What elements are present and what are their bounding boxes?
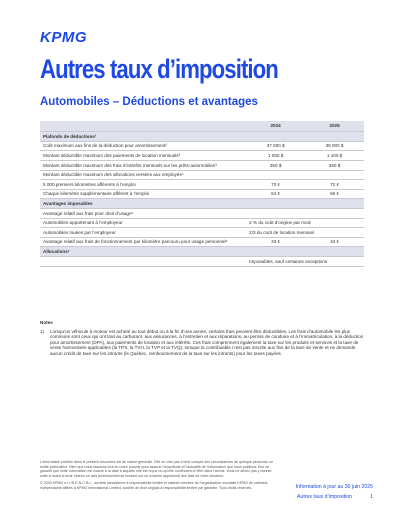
table-row	[40, 151, 364, 161]
row-label: Montant déductible maximum des paiements de location mensuels³	[40, 151, 246, 161]
row-label: Montant déductible maximum des frais d’intérêts mensuels sur les prêts-automobiles³	[40, 160, 246, 170]
row-label: Montant déductible maximum des allocations versées aux employés⁴	[40, 170, 246, 180]
footer-disclaimer: L’information publiée dans le présent document est de nature générale. Elle ne vise pas à tenir compte des circonstances de quelque personne ou entité particulière. Bien que nous fassions tout en notre pouvoir pour assurer l’exactitude et l’actualité de l’information que nous publions, rien ne garantit que cette information est exacte à la date à laquelle elle est reçue ou qu’elle continuera à l’être dans l’avenir. Vous ne devez pas y donner suite à moins d’avoir obtenu un avis professionnel se fondant sur un examen approfondi des faits de votre situation.	[40, 460, 273, 478]
note-text: Lorsqu’un véhicule à moteur est acheté au tout début ou à la fin d’une année, certains frais peuvent être déductibles. Les frais d’automobile les plus communs sont ceux qui ont trait au carburant, aux assurances, à l’entretien et aux réparations, au permis de conduire et à l’immatriculation, à la déduction pour amortissement (DPA), aux paiements de location et aux intérêts. Ces frais comprennent également la taxe sur les produits et services et la taxe de vente harmonisée applicables (la TPS, la TVH, la TVP et la TVQ), lorsque la contribuable n’est pas inscrite aux fins de la taxe de vente et ne demande aucun crédit de taxe sur les intrants (le Québec, remboursement de la taxe sur les intrants) pour les taxes payées.	[50, 328, 364, 356]
row-value: 2/3 du coût de location mensuel	[246, 228, 364, 238]
row-label	[40, 256, 246, 266]
page-subtitle: Automobiles – Déductions et avantages	[40, 96, 258, 108]
table-row	[40, 237, 364, 247]
row-label: Coût maximum aux fins de la déduction pour amortissement²	[40, 141, 246, 151]
value-2024	[246, 208, 305, 218]
value-2024: 33 ¢	[246, 237, 305, 247]
table-row	[40, 189, 364, 199]
footer-date: Information à jour au 30 juin 2025	[295, 484, 373, 490]
row-value: 2 % du coût d’origine par mois	[246, 218, 364, 228]
table-row	[40, 180, 364, 190]
value-2025: 72 ¢	[305, 180, 364, 190]
table-section-row	[40, 132, 364, 142]
section-label: Avantages imposables	[40, 199, 364, 209]
notes-section	[40, 320, 364, 357]
footer-copyright: © 2025 KPMG s.r.l./S.E.N.C.R.L., société canadienne à responsabilité limitée et cabinet membre de l’organisation mondiale KPMG de cabinets indépendants affiliés à KPMG International Limited, société de droit anglais à responsabilité limitée par garantie. Tous droits réservés.	[40, 481, 268, 490]
table-row	[40, 228, 364, 238]
header-year-2024: 2024	[246, 121, 305, 132]
value-2024: 1 050 $	[246, 151, 305, 161]
table-section-row	[40, 199, 364, 209]
note-number: 1)	[40, 328, 45, 334]
value-2025: 350 $	[305, 160, 364, 170]
header-year-2025: 2025	[305, 121, 364, 132]
row-label: Avantage relatif aux frais pour droit d’usage⁵	[40, 208, 246, 218]
row-label: Automobiles louées par l’employeur	[40, 228, 246, 238]
value-2025	[305, 170, 364, 180]
row-label: Avantage relatif aux frais de fonctionnement par kilomètre parcouru pour usage personnel⁶	[40, 237, 246, 247]
section-label: Allocations⁷	[40, 247, 364, 257]
notes-title: Notes	[40, 320, 53, 325]
page-number: 1	[370, 494, 373, 500]
page-title: Autres taux d’imposition	[40, 54, 278, 84]
row-label: Automobiles appartenant à l’employeur	[40, 218, 246, 228]
value-2025: 66 ¢	[305, 189, 364, 199]
header-label-cell	[40, 121, 246, 132]
footer-section-name: Autres taux d’imposition	[297, 494, 353, 500]
value-2025: 38 000 $	[305, 141, 364, 151]
value-2025: 34 ¢	[305, 237, 364, 247]
section-label: Plafonds de déductions¹	[40, 132, 364, 142]
value-2025: 1 100 $	[305, 151, 364, 161]
footer-disclaimer-block	[40, 460, 275, 494]
rates-table	[40, 121, 364, 267]
table-header-row	[40, 121, 364, 132]
row-value: Imposables, sauf certaines exceptions	[246, 256, 364, 266]
value-2025	[305, 208, 364, 218]
table-row	[40, 160, 364, 170]
kpmg-logo: KPMG	[40, 29, 87, 46]
row-label: Chaque kilomètre supplémentaire afférent à l’emploi	[40, 189, 246, 199]
table-row	[40, 208, 364, 218]
table-row	[40, 218, 364, 228]
table-row	[40, 170, 364, 180]
rates-table-body	[40, 132, 364, 266]
value-2024: 350 $	[246, 160, 305, 170]
table-row	[40, 141, 364, 151]
value-2024: 70 ¢	[246, 180, 305, 190]
value-2024: 37 000 $	[246, 141, 305, 151]
note-item	[40, 329, 364, 357]
row-label: 5 000 premiers kilomètres afférents à l’emploi	[40, 180, 246, 190]
value-2024: 64 ¢	[246, 189, 305, 199]
table-section-row	[40, 247, 364, 257]
value-2024	[246, 170, 305, 180]
table-row	[40, 256, 364, 266]
